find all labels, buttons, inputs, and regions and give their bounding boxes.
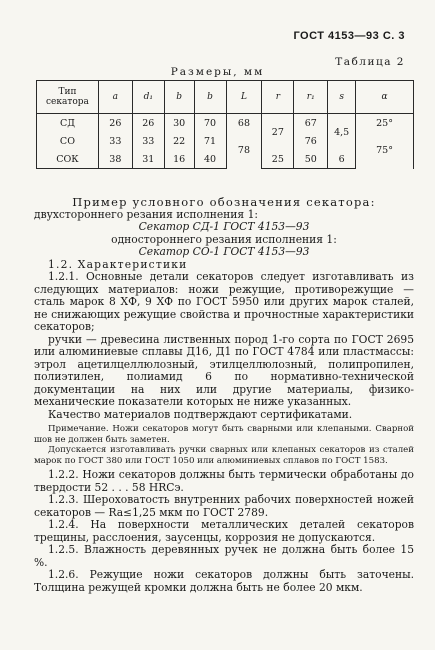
table-title: Таблица 2 — [335, 56, 405, 68]
section-1-2-heading: 1.2. Характеристики — [48, 257, 188, 271]
cell-d1: 26 — [132, 114, 164, 133]
section-1-2-6: 1.2.6. Режущие ножи секаторов должны быть заточены. Толщина режущей кромки должна быть не более 20 мкм. — [34, 568, 414, 594]
cell-b: 22 — [164, 132, 194, 150]
cell-b: 16 — [164, 150, 194, 169]
section-1-2-1: 1.2.1. Основные детали секаторов следует изготавливать из следующих материалов: ножи режущие, противорежущие — сталь марок 8 ХФ, 9 ХФ по ГОСТ 5950 или других марок сталей, не снижающих режущие свойства и прочностные характеристики секаторов; — [34, 270, 414, 333]
col-header-L: L — [226, 81, 262, 114]
handles-paragraph: ручки — древесина лиственных пород 1-го сорта по ГОСТ 2695 или алюминиевые сплавы Д16, Д1 по ГОСТ 4784 или пластмассы: этрол ацетилцеллюлозный, этилцеллюлозный, полипропилен, полиэтилен, полиамид 6 по нормативно-технической документации на них или другие материалы, физико-механические показатели которых не ниже указанных. — [34, 332, 414, 408]
cell-r1: 67 — [294, 114, 328, 133]
cell-b2: 70 — [194, 114, 226, 133]
cell-a: 26 — [98, 114, 132, 133]
example-one-sided-code: Секатор СО-1 ГОСТ 4153—93 — [138, 245, 310, 258]
cell-d1: 31 — [132, 150, 164, 169]
col-header-r: r — [262, 81, 294, 114]
cell-b2: 40 — [194, 150, 226, 169]
table-row — [37, 132, 414, 150]
section-1-2-4: 1.2.4. На поверхности металлических деталей секаторов трещины, расслоения, заусенцы, коррозия не допускаются. — [34, 518, 414, 544]
document-body — [34, 196, 414, 594]
cell-L: 68 — [226, 114, 262, 133]
example-two-sided-code: Секатор СД-1 ГОСТ 4153—93 — [138, 220, 310, 233]
col-header-b: b — [164, 81, 194, 114]
col-header-d1: d₁ — [132, 81, 164, 114]
dimensions-caption: Размеры, мм — [170, 66, 265, 78]
note-handles: Допускается изготавливать ручки сварных или клепаных секаторов из сталей марок по ГОСТ 380 или ГОСТ 1050 или алюминиевых сплавов по ГОСТ 1583. — [34, 445, 414, 466]
col-header-type: Тип секатора — [37, 81, 99, 114]
cell-alpha: 25° — [356, 114, 414, 133]
cell-type: СО — [37, 132, 99, 150]
col-header-alpha: α — [356, 81, 414, 114]
cell-r-merged: 27 — [262, 114, 294, 151]
cell-r1: 50 — [294, 150, 328, 169]
quality-paragraph: Качество материалов подтверждают сертификатами. — [48, 407, 353, 421]
note-welded: Примечание. Ножи секаторов могут быть сварными или клепаными. Сварной шов не должен быть заметен. — [34, 424, 414, 445]
cell-alpha-merged: 75° — [356, 132, 414, 169]
cell-b2: 71 — [194, 132, 226, 150]
cell-type: СОК — [37, 150, 99, 169]
cell-r: 25 — [262, 150, 294, 169]
cell-s-merged: 4,5 — [328, 114, 356, 151]
cell-a: 33 — [98, 132, 132, 150]
example-heading: Пример условного обозначения секатора: — [72, 195, 376, 209]
col-header-b2: b — [194, 81, 226, 114]
page-header: ГОСТ 4153—93 С. 3 — [293, 30, 405, 42]
table-header-row — [37, 81, 414, 114]
cell-b: 30 — [164, 114, 194, 133]
col-header-s: s — [328, 81, 356, 114]
section-1-2-3: 1.2.3. Шероховатость внутренних рабочих поверхностей ножей секаторов — Ra≤1,25 мкм по ГОСТ 2789. — [34, 493, 414, 519]
cell-s: 6 — [328, 150, 356, 169]
cell-a: 38 — [98, 150, 132, 169]
col-header-r1: r₁ — [294, 81, 328, 114]
example-one-sided: одностороннего резания исполнения 1: — [111, 232, 337, 246]
table-row — [37, 114, 414, 133]
section-1-2-5: 1.2.5. Влажность деревянных ручек не должна быть более 15 %. — [34, 543, 414, 569]
col-header-a: a — [98, 81, 132, 114]
cell-r1: 76 — [294, 132, 328, 150]
cell-d1: 33 — [132, 132, 164, 150]
example-two-sided: двухстороннего резания исполнения 1: — [34, 207, 258, 221]
cell-type: СД — [37, 114, 99, 133]
section-1-2-2: 1.2.2. Ножи секаторов должны быть термически обработаны до твердости 52 . . . 58 HRCэ. — [34, 468, 414, 494]
cell-L-merged: 78 — [226, 132, 262, 169]
spec-table — [36, 80, 414, 169]
